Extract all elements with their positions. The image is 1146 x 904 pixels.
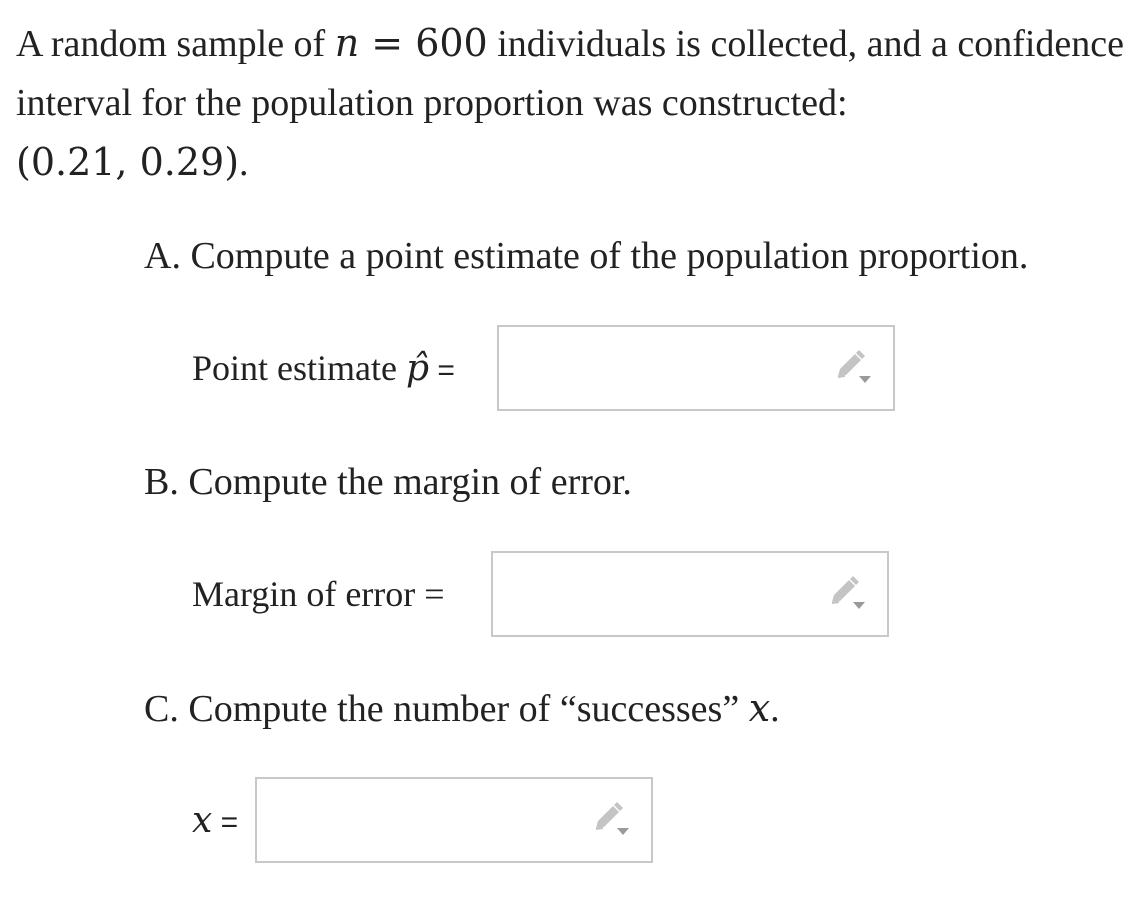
pencil-dropdown-icon [834, 350, 876, 384]
margin-of-error-pencil-icon[interactable] [828, 576, 870, 610]
point-estimate-label [192, 346, 455, 393]
problem-statement [16, 14, 1126, 193]
intro-period: . [239, 142, 249, 184]
intro-text: A random sample of [16, 23, 335, 65]
question-a-answer-row [192, 346, 455, 393]
question-c-period: . [770, 688, 780, 730]
question-a-prompt: A. Compute a point estimate of the population proportion. [144, 235, 1029, 277]
question-b-answer-row [192, 572, 445, 616]
pencil-dropdown-icon [592, 802, 634, 836]
pencil-dropdown-icon [828, 576, 870, 610]
x-symbol: x [192, 800, 213, 841]
sample-size-variable: n [334, 21, 360, 65]
question-b-prompt: B. Compute the margin of error. [144, 461, 632, 503]
successes-pencil-icon[interactable] [592, 802, 634, 836]
question-c-prompt [144, 684, 780, 733]
point-estimate-label-text: Point estimate [192, 348, 406, 388]
question-c-prompt-text: C. Compute the number of “successes” [144, 688, 749, 730]
intro-text-continued: individuals is collected, and a confidence interval for the population proportion was constructed: [16, 23, 1125, 124]
question-c-answer-row [192, 798, 238, 845]
margin-of-error-label: Margin of error = [192, 574, 445, 614]
point-estimate-equals: = [429, 354, 455, 387]
successes-equals: = [212, 806, 239, 839]
point-estimate-pencil-icon[interactable] [834, 350, 876, 384]
sample-size-value: 600 [415, 21, 488, 65]
successes-variable: x [748, 686, 771, 730]
p-hat-symbol: p̂ [405, 348, 430, 389]
confidence-interval: (0.21, 0.29) [16, 140, 240, 184]
successes-label [192, 798, 238, 845]
equals-sign: = [359, 21, 416, 65]
